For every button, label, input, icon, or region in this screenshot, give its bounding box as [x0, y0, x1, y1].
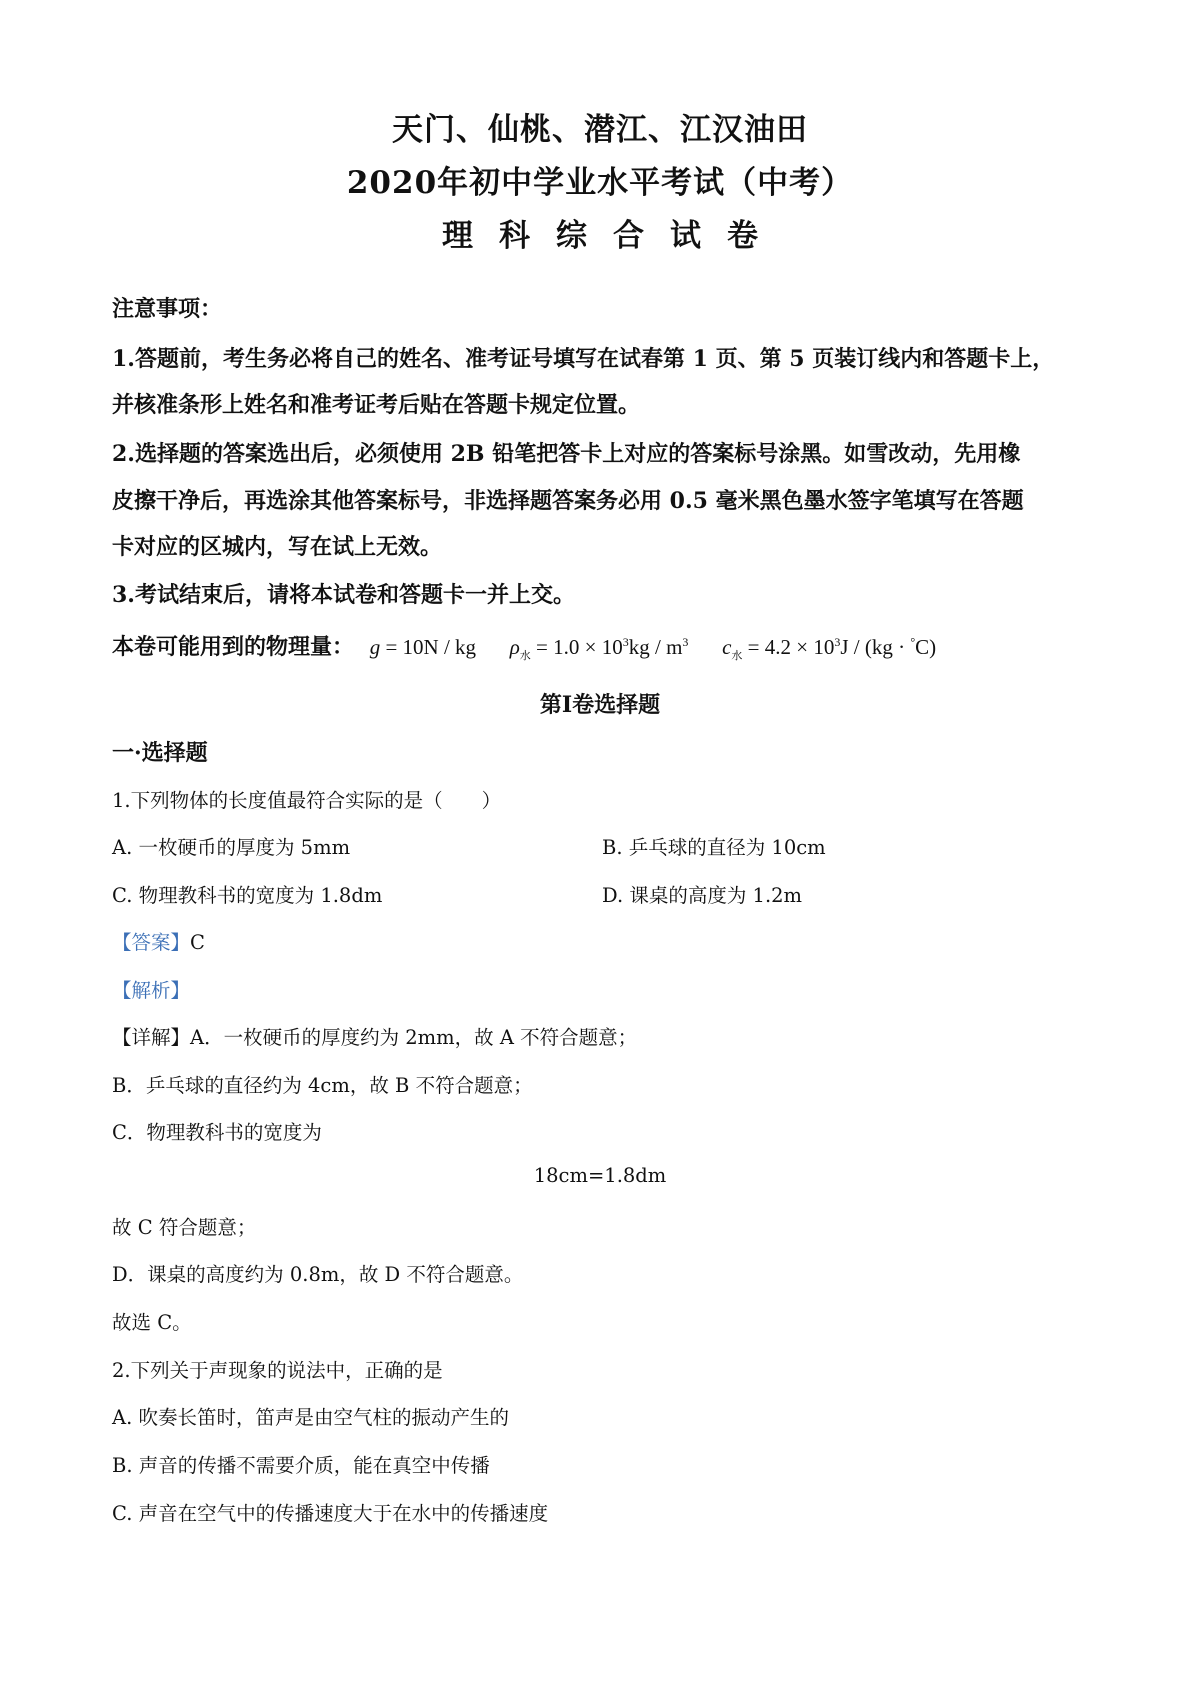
title-char: 试 — [670, 218, 701, 254]
notes-item-2a: 2.选择题的答案选出后，必须使用 2B 铅笔把答卡上对应的答案标号涂黑。如雪改动，先用橡 — [112, 441, 1021, 467]
q1-option-a: A. 一枚硬币的厚度为 5mm — [112, 836, 351, 859]
q1-option-d: D. 课桌的高度为 1.2m — [602, 884, 803, 907]
heat-capacity-formula — [722, 635, 937, 663]
c-symbol: c — [722, 635, 732, 659]
c-unit: J / (kg · — [840, 635, 911, 659]
answer-value: C — [190, 931, 205, 954]
c-exponent: 3 — [834, 635, 841, 649]
title-char: 科 — [499, 218, 530, 254]
gravity-formula — [370, 635, 476, 659]
q1-detail-3: C．物理教科书的宽度为 — [112, 1121, 322, 1144]
notes-item-2b: 皮擦干净后，再选涂其他答案标号，非选择题答案务必用 0.5 毫米黑色墨水签字笔填写在答题 — [112, 488, 1024, 514]
section-subheading: 一·选择题 — [112, 740, 208, 766]
density-formula — [509, 635, 689, 663]
notes-item-1a: 1.答题前，考生务必将自己的姓名、准考证号填写在试春第 1 页、第 5 页装订线内和答题卡上， — [112, 346, 1055, 372]
constants-label: 本卷可能用到的物理量： — [112, 634, 355, 660]
q1-analysis-label: 【解析】 — [112, 979, 191, 1002]
q1-detail-2: B．乒乓球的直径约为 4cm，故 B 不符合题意； — [112, 1074, 533, 1097]
notes-item-3: 3.考试结束后，请将本试卷和答题卡一并上交。 — [112, 582, 575, 608]
q1-detail-5: D．课桌的高度约为 0.8m，故 D 不符合题意。 — [112, 1263, 524, 1286]
q1-detail-6: 故选 C。 — [112, 1311, 192, 1334]
answer-label: 【答案】 — [112, 931, 191, 954]
q1-option-b: B. 乒乓球的直径为 10cm — [602, 836, 826, 859]
q2-option-c: C. 声音在空气中的传播速度大于在水中的传播速度 — [112, 1502, 549, 1525]
q1-option-c: C. 物理教科书的宽度为 1.8dm — [112, 884, 383, 907]
q1-detail-equation: 18cm=1.8dm — [533, 1164, 667, 1187]
rho-value: = 1.0 × 10 — [530, 635, 623, 659]
c-subscript: 水 — [731, 650, 743, 663]
g-value: = 10N / kg — [380, 635, 477, 659]
q1-detail-4: 故 C 符合题意； — [112, 1216, 257, 1239]
q2-stem: 2.下列关于声现象的说法中，正确的是 — [112, 1359, 443, 1382]
notes-item-1b: 并核准条形上姓名和准考证考后贴在答题卡规定位置。 — [112, 392, 641, 418]
q2-option-a: A. 吹奏长笛时，笛声是由空气柱的振动产生的 — [112, 1406, 509, 1429]
title-line-3 — [0, 210, 1200, 255]
notes-heading: 注意事项： — [112, 296, 223, 322]
c-unit-degree: ° — [910, 635, 916, 649]
q1-stem: 1.下列物体的长度值最符合实际的是（ ） — [112, 789, 502, 812]
rho-unit: kg / m — [628, 635, 683, 659]
title-char: 合 — [613, 218, 644, 254]
q1-detail-1: 【详解】A．一枚硬币的厚度约为 2mm，故 A 不符合题意； — [112, 1026, 638, 1049]
title-char: 综 — [556, 218, 587, 254]
c-unit-end: C) — [915, 635, 937, 659]
section-heading: 第Ⅰ卷选择题 — [539, 692, 661, 718]
c-value: = 4.2 × 10 — [742, 635, 835, 659]
rho-symbol: ρ — [509, 635, 520, 659]
rho-exponent: 3 — [622, 635, 629, 649]
title-line-2: 2020年初中学业水平考试（中考） — [346, 165, 854, 201]
rho-unit-exponent: 3 — [682, 635, 689, 649]
q2-option-b: B. 声音的传播不需要介质，能在真空中传播 — [112, 1454, 490, 1477]
notes-item-2c: 卡对应的区城内，写在试上无效。 — [112, 534, 443, 560]
title-char: 理 — [442, 218, 473, 254]
q1-answer — [112, 927, 205, 955]
title-line-1: 天门、仙桃、潜江、江汉油田 — [392, 112, 808, 148]
constants-line — [112, 630, 936, 663]
rho-subscript: 水 — [519, 650, 531, 663]
g-symbol: g — [369, 635, 381, 659]
title-char: 卷 — [727, 218, 758, 254]
